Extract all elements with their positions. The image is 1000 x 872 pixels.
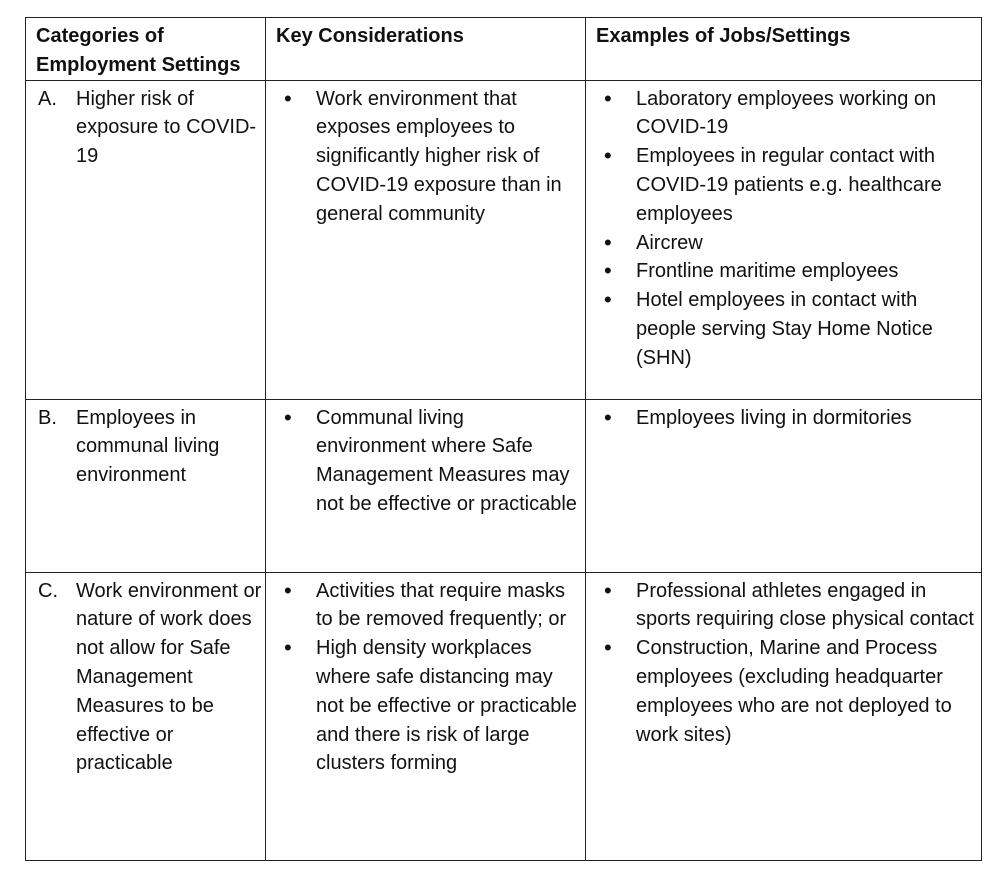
bullet-icon: • [284,635,292,661]
example-item [596,577,981,635]
consideration-item [276,577,585,635]
bullet-icon: • [604,229,612,255]
example-text: Construction, Marine and Process employees (excluding headquarter employees who are not deployed to work sites) [636,637,952,746]
category-label: Higher risk of exposure to COVID-19 [76,87,257,168]
bullet-icon: • [604,143,612,169]
bullet-icon: • [604,635,612,661]
consideration-item [276,85,585,229]
category-cell-c [26,572,266,860]
category-cell-a [26,80,266,399]
bullet-icon: • [604,85,612,111]
example-text: Frontline maritime employees [636,260,899,283]
example-item [596,85,981,143]
bullet-icon: • [284,85,292,111]
consideration-text: Work environment that exposes employees to significantly higher risk of COVID-19 exposure than in general community [316,87,562,225]
category-cell-b [26,399,266,572]
example-item [596,286,981,372]
employment-settings-table [25,17,982,861]
bullet-icon: • [604,404,612,430]
table-row-c [26,572,982,860]
consideration-text: Activities that require masks to be removed frequently; or [316,579,567,631]
table-row-a [26,80,982,399]
example-text: Aircrew [636,231,703,254]
example-text: Hotel employees in contact with people serving Stay Home Notice (SHN) [636,289,933,369]
table-header-row [26,18,982,81]
example-item [596,229,981,258]
example-item [596,634,981,749]
considerations-cell-c [266,572,586,860]
example-item [596,257,981,286]
example-item [596,404,981,433]
bullet-icon: • [284,577,292,603]
consideration-item [276,404,585,519]
example-text: Employees in regular contact with COVID-19 patients e.g. healthcare employees [636,145,942,225]
bullet-icon: • [604,258,612,284]
example-text: Laboratory employees working on COVID-19 [636,87,937,139]
consideration-text: Communal living environment where Safe Management Measures may not be effective or practicable [316,406,577,515]
bullet-icon: • [284,404,292,430]
example-text: Professional athletes engaged in sports requiring close physical contact [636,579,974,631]
considerations-cell-a [266,80,586,399]
category-label: Employees in communal living environment [76,406,220,487]
example-text: Employees living in dormitories [636,406,912,429]
category-letter: B. [38,406,57,429]
example-item [596,142,981,228]
table-row-b [26,399,982,572]
category-letter: C. [38,579,58,602]
header-key-considerations: Key Considerations [266,18,586,81]
examples-cell-a [586,80,982,399]
header-examples: Examples of Jobs/Settings [586,18,982,81]
bullet-icon: • [604,287,612,313]
examples-cell-c [586,572,982,860]
header-categories: Categories of Employment Settings [26,18,266,81]
consideration-item [276,634,585,778]
category-letter: A. [38,87,57,110]
considerations-cell-b [266,399,586,572]
bullet-icon: • [604,577,612,603]
category-label: Work environment or nature of work does not allow for Safe Management Measures to be effective or practicable [76,579,262,775]
examples-cell-b [586,399,982,572]
consideration-text: High density workplaces where safe distancing may not be effective or practicable and there is risk of large clusters forming [316,637,577,775]
